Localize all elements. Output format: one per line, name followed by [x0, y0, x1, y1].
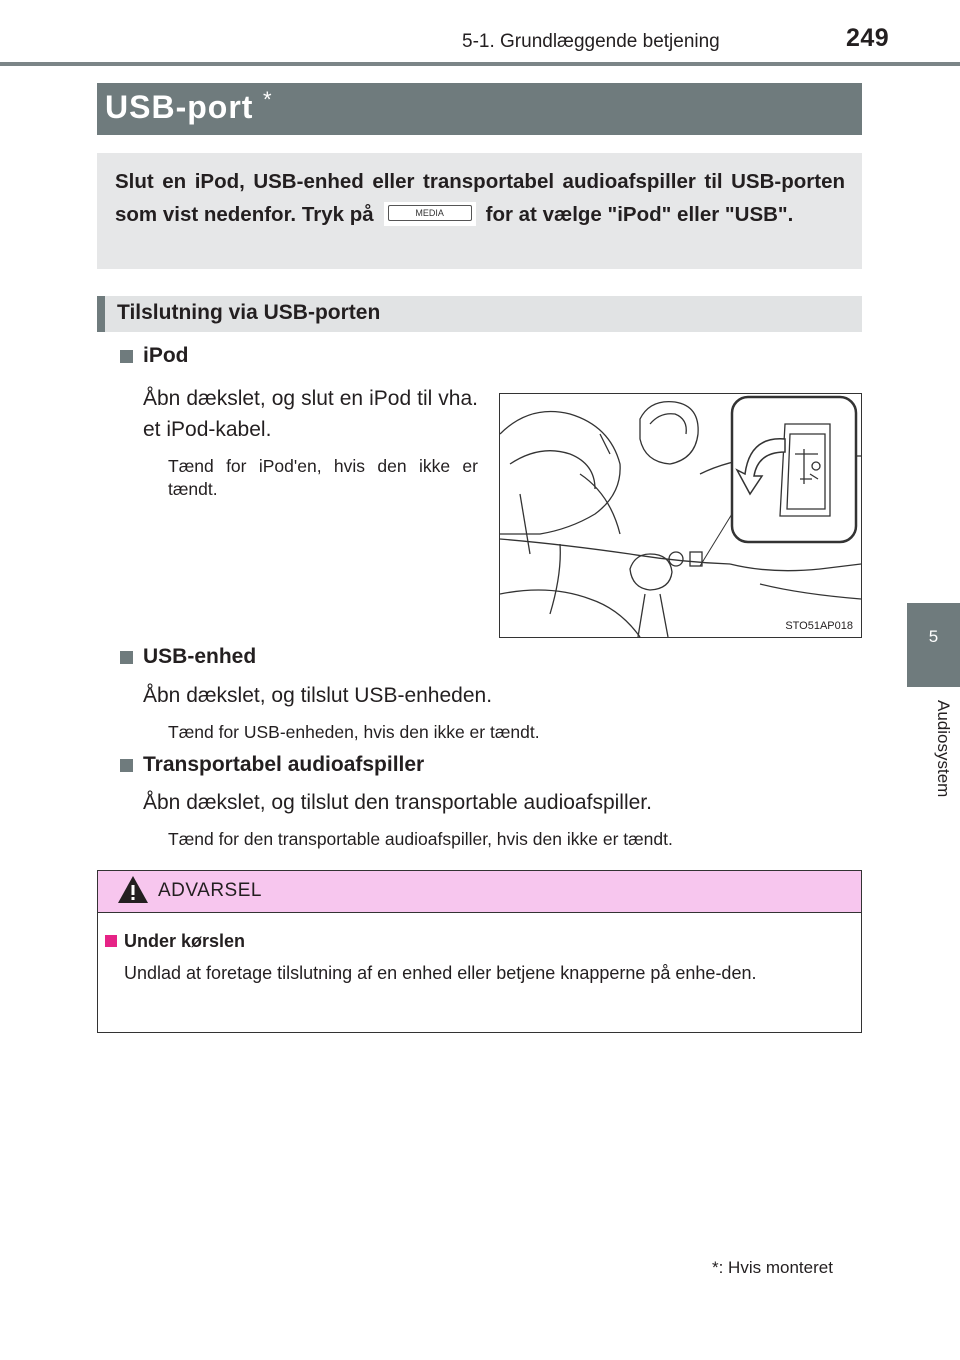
intro-text-after: for at vælge "iPod" eller "USB". [485, 203, 794, 226]
section-note-ipod: Tænd for iPod'en, hvis den ikke er tændt. [168, 456, 478, 499]
warning-header [98, 871, 861, 913]
section-marker [120, 651, 133, 664]
title-footnote-star: * [263, 87, 272, 112]
warning-title: Under kørslen [124, 931, 246, 951]
figure-id: STO51AP018 [785, 620, 853, 632]
section-title-ipod: iPod [143, 344, 189, 367]
warning-marker [105, 935, 117, 947]
chapter-number: 5 [928, 627, 939, 646]
section-body-audio: Åbn dækslet, og tilslut den transportable audioafspiller. [143, 791, 652, 814]
footnote: *: Hvis monteret [712, 1258, 833, 1277]
warning-triangle-icon [116, 874, 150, 906]
intro-box [97, 153, 862, 269]
section-title-usb: USB-enhed [143, 645, 257, 668]
chapter-tab [907, 603, 960, 687]
section-body-ipod: Åbn dækslet, og slut en iPod til vha. et iPod-kabel. [143, 387, 478, 441]
section-marker [120, 350, 133, 363]
section-title-audio: Transportabel audioafspiller [143, 753, 425, 776]
title-bar [97, 83, 862, 135]
media-button-illustration [384, 202, 476, 226]
warning-label: ADVARSEL [158, 880, 262, 901]
section-note-usb: Tænd for USB-enheden, hvis den ikke er tændt. [168, 722, 540, 742]
usb-port-illustration [499, 393, 862, 638]
page-number: 249 [846, 24, 890, 52]
warning-text: Undlad at foretage tilslutning af en enhed eller betjene knapperne på enhe-den. [124, 963, 757, 983]
section-note-audio: Tænd for den transportable audioafspiller, hvis den ikke er tændt. [168, 829, 673, 849]
header-section-title: 5-1. Grundlæggende betjening [462, 31, 720, 52]
page-title: USB-port [105, 89, 254, 125]
intro-text-before: Slut en iPod, USB-enhed eller transportabel audioafspiller til USB-porten som vist nedenfor. Tryk på [115, 170, 845, 226]
media-button-label: MEDIA [388, 205, 472, 221]
section-body-usb: Åbn dækslet, og tilslut USB-enheden. [143, 684, 493, 707]
header-rule [0, 62, 960, 66]
car-interior-drawing [500, 394, 861, 637]
chapter-label: Audiosystem [934, 700, 953, 798]
warning-box [97, 870, 862, 1033]
subheading: Tilslutning via USB-porten [117, 301, 381, 324]
section-marker [120, 759, 133, 772]
intro-text [115, 165, 845, 231]
subheading-bar [97, 296, 862, 332]
